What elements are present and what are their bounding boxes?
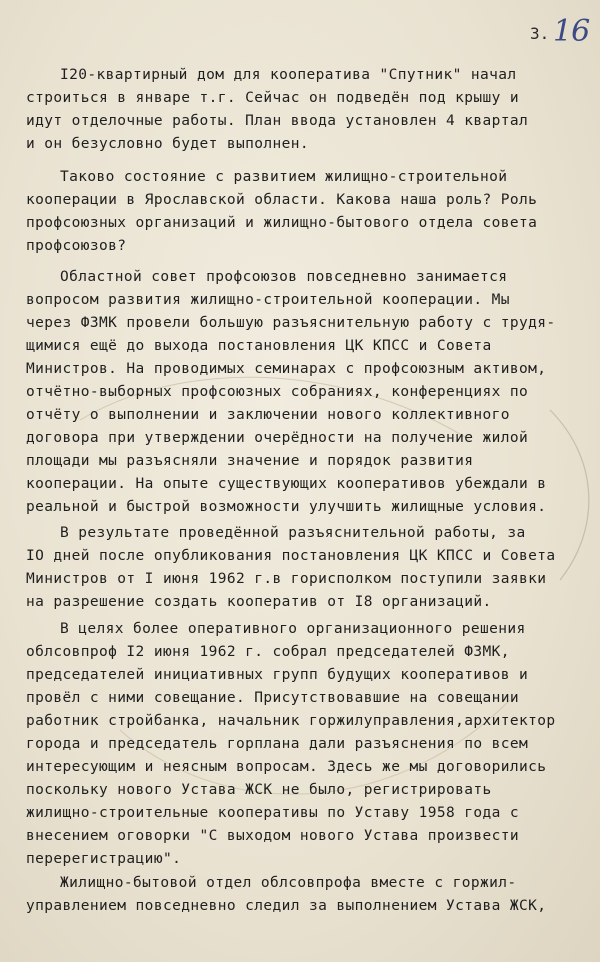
text-line: профсоюзных организаций и жилищно-бытового отдела совета	[26, 215, 538, 231]
text-line: на разрешение создать кооператив от I8 организаций.	[26, 594, 492, 610]
text-line: отчётно-выборных профсоюзных собраниях, конференциях по	[26, 384, 529, 400]
text-line: перерегистрацию".	[26, 851, 182, 867]
text-line: кооперации. На опыте существующих кооперативов убеждали в	[26, 476, 547, 492]
text-line: площади мы разъясняли значение и порядок развития	[26, 453, 474, 469]
text-line: председателей инициативных групп будущих кооперативов и	[26, 667, 529, 683]
text-line: Министров. На проводимых семинарах с профсоюзным активом,	[26, 361, 547, 377]
text-line: Министров от I июня 1962 г.в горисполком поступили заявки	[26, 571, 547, 587]
text-line: IO дней после опубликования постановления ЦК КПСС и Совета	[26, 548, 556, 564]
text-line: профсоюзов?	[26, 238, 127, 254]
text-line: В результате проведённой разъяснительной работы, за	[60, 525, 526, 541]
text-line: интересующим и неясным вопросам. Здесь же мы договорились	[26, 759, 547, 775]
text-line: договора при утверждении очерёдности на получение жилой	[26, 430, 529, 446]
text-line: кооперации в Ярославской области. Какова наша роль? Роль	[26, 192, 538, 208]
text-line: провёл с ними совещание. Присутствовавшие на совещании	[26, 690, 520, 706]
text-line: реальной и быстрой возможности улучшить жилищные условия.	[26, 499, 547, 515]
text-line: через ФЗМК провели большую разъяснительную работу с трудя-	[26, 315, 556, 331]
text-line: отчёту о выполнении и заключении нового коллективного	[26, 407, 510, 423]
text-line: управлением повседневно следил за выполнением Устава ЖСК,	[26, 898, 547, 914]
text-line: внесением оговорки "С выходом нового Устава произвести	[26, 828, 520, 844]
text-line: В целях более оперативного организационного решения	[60, 621, 526, 637]
text-line: щимися ещё до выхода постановления ЦК КПСС и Совета	[26, 338, 492, 354]
text-line: Таково состояние с развитием жилищно-строительной	[60, 169, 508, 185]
text-line: I20-квартирный дом для кооператива "Спутник" начал	[60, 67, 517, 83]
text-line: жилищно-строительные кооперативы по Уставу 1958 года с	[26, 805, 520, 821]
page-number: 3.	[530, 24, 550, 43]
text-line: строиться в январе т.г. Сейчас он подведён под крышу и	[26, 90, 520, 106]
text-line: идут отделочные работы. План ввода установлен 4 квартал	[26, 113, 529, 129]
text-line: работник стройбанка, начальник горжилуправления,архитектор	[26, 713, 556, 729]
handwritten-page-number: 16	[553, 14, 590, 49]
text-line: и он безусловно будет выполнен.	[26, 136, 310, 152]
text-line: вопросом развития жилищно-строительной кооперации. Мы	[26, 292, 510, 308]
text-line: поскольку нового Устава ЖСК не было, регистрировать	[26, 782, 492, 798]
text-line: облсовпроф I2 июня 1962 г. собрал председателей ФЗМК,	[26, 644, 510, 660]
text-line: Областной совет профсоюзов повседневно занимается	[60, 269, 508, 285]
text-line: города и председатель горплана дали разъяснения по всем	[26, 736, 529, 752]
text-line: Жилищно-бытовой отдел облсовпрофа вместе с горжил-	[60, 875, 517, 891]
